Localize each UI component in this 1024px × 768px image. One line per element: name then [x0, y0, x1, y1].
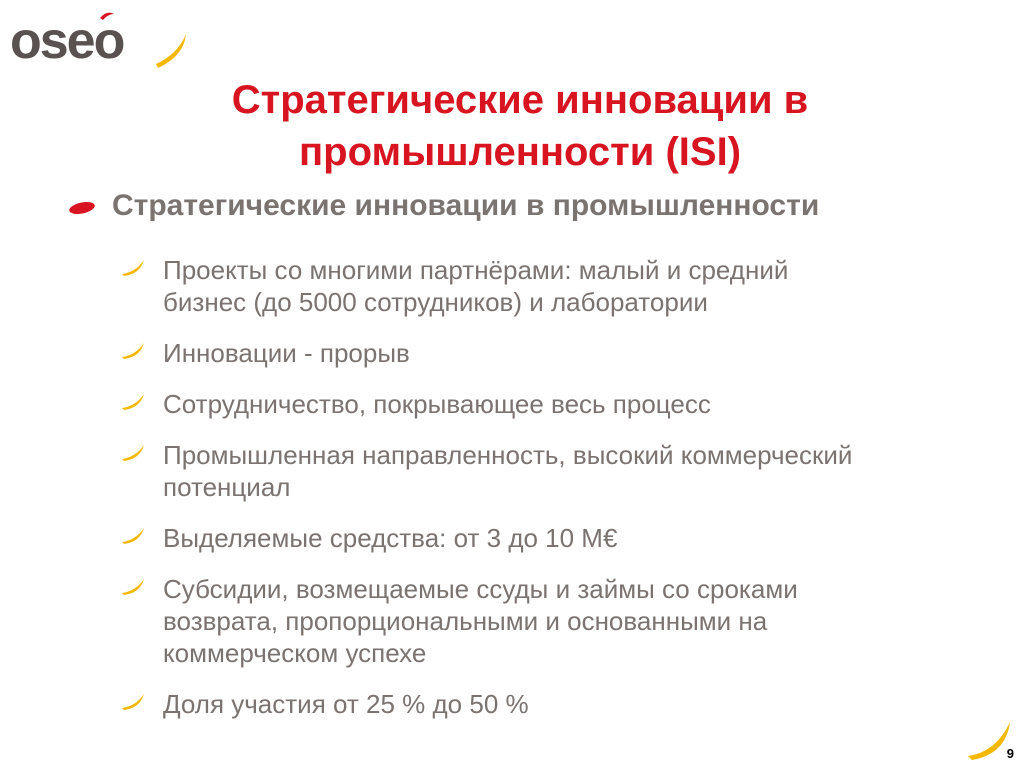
- list-item-line: потенциал: [163, 472, 291, 502]
- list-item: [120, 337, 1000, 369]
- slide-title-line-2: промышленности (ISI): [298, 130, 742, 174]
- list-item-line: Выделяемые средства: от 3 до 10 М€: [163, 523, 618, 553]
- swoosh-bullet-icon: [120, 443, 146, 461]
- swoosh-bullet-icon: [120, 526, 146, 544]
- list-item-line: Проекты со многими партнёрами: малый и средний: [163, 255, 789, 285]
- logo-text: oseo: [10, 12, 124, 70]
- list-item-line: коммерческом успехе: [163, 638, 427, 668]
- swoosh-bullet-icon: [120, 692, 146, 710]
- red-bullet-icon: [68, 201, 96, 215]
- list-item: [120, 573, 1000, 669]
- list-item-line: Субсидии, возмещаемые ссуды и займы со сроками: [163, 574, 798, 604]
- list-item-line: Сотрудничество, покрывающее весь процесс: [163, 389, 711, 419]
- page-number: 9: [1006, 746, 1014, 761]
- list-item: [120, 254, 1000, 318]
- list-item-line: Инновации - прорыв: [163, 338, 410, 368]
- swoosh-bullet-icon: [120, 341, 146, 359]
- swoosh-bullet-icon: [120, 577, 146, 595]
- list-item-line: Промышленная направленность, высокий коммерческий: [163, 440, 853, 470]
- oseo-logo: [8, 8, 192, 74]
- list-item-line: бизнес (до 5000 сотрудников) и лаборатории: [163, 287, 708, 317]
- slide-title: [150, 74, 890, 178]
- list-item-line: Доля участия от 25 % до 50 %: [163, 689, 529, 719]
- section-heading: Стратегические инновации в промышленности: [112, 189, 820, 222]
- list-item: [120, 439, 1000, 503]
- swoosh-bullet-icon: [120, 258, 146, 276]
- list-item-line: возврата, пропорциональными и основанными на: [163, 606, 768, 636]
- list-item: [120, 388, 1000, 420]
- list-item: [120, 522, 1000, 554]
- list-item: [120, 688, 1000, 720]
- slide-title-line-1: Стратегические инновации в: [231, 78, 809, 122]
- swoosh-bullet-icon: [120, 392, 146, 410]
- bullet-list: [120, 254, 1000, 739]
